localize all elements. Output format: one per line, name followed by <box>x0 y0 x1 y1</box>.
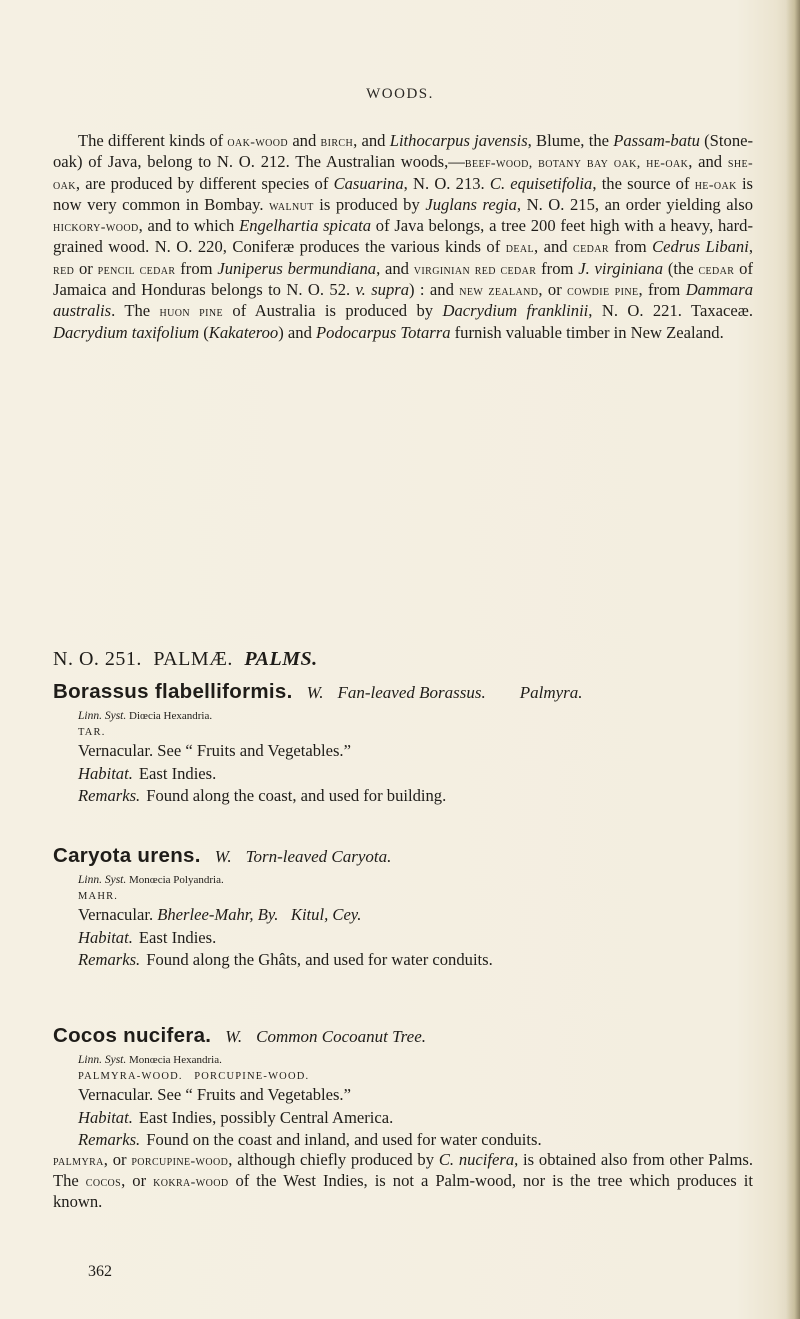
text-run: v. supra <box>355 280 410 300</box>
habitat-text: East Indies. <box>138 927 217 947</box>
text-run: Dacrydium franklinii <box>442 301 589 321</box>
text-run: , the source of <box>592 173 695 193</box>
text-run: beef-wood, botany bay oak, he-oak <box>464 156 689 172</box>
section-order-number: N. O. 251. <box>53 648 142 670</box>
text-run: , <box>748 237 753 257</box>
text-run: , and <box>533 237 573 257</box>
remarks-label: Remarks. <box>78 786 141 805</box>
text-run: kokra-wood <box>153 1174 229 1190</box>
text-run: Casuarina <box>333 173 404 193</box>
linnaean-system <box>78 1054 753 1066</box>
text-run: (the <box>663 258 699 278</box>
vernacular-line <box>78 741 753 761</box>
remarks-line <box>78 786 753 806</box>
text-run: cedar <box>698 262 735 278</box>
species-authority: W. <box>225 1027 243 1046</box>
species-entry <box>53 1024 753 1211</box>
species-name: Caryota urens. <box>53 844 201 867</box>
species-english-name: Torn-leaved Caryota. <box>245 847 392 866</box>
text-run: , or <box>121 1170 154 1190</box>
species-common-name: Palmyra. <box>519 683 583 702</box>
text-run: , or <box>538 280 568 300</box>
habitat-text: East Indies, possibly Central America. <box>138 1107 394 1127</box>
text-run: red <box>53 262 75 278</box>
text-run: , is obtained also from other Palms. The <box>53 1149 753 1190</box>
text-run: from <box>608 237 653 257</box>
text-run: from <box>536 258 579 278</box>
text-run: Podocarpus Totarra <box>316 322 451 342</box>
intro-paragraph <box>53 131 753 342</box>
page-edge-shadow <box>786 0 800 1319</box>
remarks-label: Remarks. <box>78 950 141 969</box>
text-run: birch <box>320 135 354 150</box>
text-run: Cedrus Libani <box>652 237 749 257</box>
trade-name: PALMYRA-WOOD. PORCUPINE-WOOD. <box>78 1071 310 1082</box>
text-run: of Jamaica and Honduras belongs to N. O. 52. <box>53 258 753 300</box>
remarks-continuation <box>53 1150 753 1212</box>
text-run: virginian red cedar <box>413 262 537 278</box>
text-run: cocos <box>85 1174 122 1190</box>
text-run: oak-wood <box>227 135 289 150</box>
linnaean-system <box>78 710 753 722</box>
text-run: (Stone-oak) of Java, belong to N. O. 212. The Australian woods,— <box>53 131 754 172</box>
habitat-label: Habitat. <box>78 927 133 947</box>
species-english-name: Fan-leaved Borassus. <box>337 683 486 702</box>
remarks-text: Found along the coast, and used for building. <box>146 786 447 805</box>
text-run: , N. O. 215, an order yielding also <box>516 194 754 214</box>
habitat-text: East Indies. <box>138 763 217 783</box>
species-name: Cocos nucifera. <box>53 1024 212 1047</box>
remarks-label: Remarks. <box>78 1130 141 1149</box>
text-run: he-oak <box>694 177 737 193</box>
text-run: is now very common in Bombay. <box>53 173 754 214</box>
text-run: , Blume, the <box>527 131 614 150</box>
text-run: huon pine <box>159 305 223 321</box>
text-run: Lithocarpus javensis <box>389 131 528 150</box>
vernacular-line <box>78 905 753 925</box>
trade-name: MAHR. <box>78 891 119 902</box>
text-run: Juglans regia <box>425 194 517 214</box>
text-run: Juniperus bermundiana <box>217 258 377 278</box>
text-run: ) : and <box>409 280 460 300</box>
running-header: WOODS. <box>366 86 434 102</box>
text-run: pencil cedar <box>97 262 176 278</box>
text-run: J. virginiana <box>578 258 664 278</box>
remarks-line <box>78 950 753 970</box>
text-run: or <box>74 258 98 278</box>
linn-value: Monœcia Polyandria. <box>129 874 224 886</box>
linn-label: Linn. Syst. <box>78 1054 127 1066</box>
remarks-text: Found along the Ghâts, and used for water conduits. <box>146 950 493 969</box>
species-name: Borassus flabelliformis. <box>53 680 293 703</box>
text-run: ( <box>199 322 209 342</box>
text-run: , N. O. 221. Taxaceæ. <box>588 301 753 321</box>
text-run: , from <box>638 280 686 300</box>
species-english-name: Common Cocoanut Tree. <box>256 1027 426 1046</box>
section-heading <box>53 648 318 671</box>
page-number: 362 <box>88 1263 112 1280</box>
text-run: , and to which <box>138 216 240 236</box>
habitat-label: Habitat. <box>78 763 133 783</box>
species-title-line <box>53 680 753 704</box>
species-authority: W. <box>306 683 324 702</box>
text-run: she-oak <box>53 156 754 193</box>
text-run: Passam-batu <box>613 131 700 150</box>
text-run: cowdie pine <box>567 284 639 300</box>
text-run: walnut <box>269 198 314 214</box>
habitat-label: Habitat. <box>78 1107 133 1127</box>
vernacular-text: See “ Fruits and Vegetables.” <box>157 741 351 760</box>
section-english-name: PALMS. <box>244 648 318 670</box>
text-run: of Java belongs, a tree 200 feet high with a heavy, hard-grained wood. N. O. 220, Coniferæ produces the various kinds of <box>53 216 753 257</box>
species-entry <box>53 680 753 806</box>
text-run: palmyra <box>53 1153 104 1169</box>
text-run: of the West Indies, is not a Palm-wood, nor is the tree which produces it known. <box>53 1170 753 1212</box>
text-run: ) and <box>278 322 317 342</box>
vernacular-label: Vernacular. <box>78 741 154 760</box>
species-title-line <box>53 1024 753 1048</box>
vernacular-label: Vernacular. <box>78 905 154 924</box>
text-run: , and <box>353 131 390 150</box>
text-run: Kakateroo <box>208 322 279 342</box>
linn-value: Monœcia Hexandria. <box>129 1054 222 1066</box>
text-run: Dacrydium taxifolium <box>53 322 200 342</box>
species-title-line <box>53 844 753 868</box>
section-latin-name: PALMÆ. <box>153 648 233 670</box>
text-run: furnish valuable timber in New Zealand. <box>450 322 724 342</box>
vernacular-text: See “ Fruits and Vegetables.” <box>157 1085 351 1104</box>
linn-label: Linn. Syst. <box>78 710 127 722</box>
species-entry <box>53 844 753 970</box>
text-run: C. nucifera <box>438 1149 515 1169</box>
habitat-line <box>78 764 753 784</box>
text-run: is produced by <box>313 194 426 214</box>
text-run: , are produced by different species of <box>75 173 334 193</box>
text-run: Engelhartia spicata <box>239 216 372 236</box>
text-run: and <box>288 131 321 150</box>
text-run: , and <box>376 258 414 278</box>
habitat-line <box>78 1108 753 1128</box>
text-run: , although chiefly produced by <box>228 1149 439 1169</box>
linn-label: Linn. Syst. <box>78 874 127 886</box>
linnaean-system <box>78 874 753 886</box>
text-run: C. equisetifolia <box>489 173 593 193</box>
text-run: hickory-wood <box>53 220 139 236</box>
linn-value: Diœcia Hexandria. <box>129 710 213 722</box>
species-authority: W. <box>214 847 232 866</box>
text-run: new zealand <box>459 284 539 300</box>
text-run: from <box>175 258 218 278</box>
text-run: Dammara australis <box>53 280 753 321</box>
vernacular-line <box>78 1085 753 1105</box>
trade-name: TAR. <box>78 727 106 738</box>
vernacular-text: Bherlee-Mahr, By. Kitul, Cey. <box>157 905 362 924</box>
text-run: . The <box>111 301 160 321</box>
text-run: , or <box>103 1149 132 1169</box>
text-run: The different kinds of <box>78 131 228 150</box>
vernacular-label: Vernacular. <box>78 1085 154 1104</box>
text-run: , N. O. 213. <box>403 173 490 193</box>
remarks-line <box>78 1130 753 1150</box>
text-run: , and <box>688 152 728 172</box>
text-run: porcupine-wood <box>131 1153 229 1169</box>
remarks-text: Found on the coast and inland, and used for water conduits. <box>146 1130 542 1149</box>
intro-text <box>53 131 753 342</box>
text-run: cedar <box>573 241 609 257</box>
text-run: of Australia is produced by <box>223 301 443 321</box>
habitat-line <box>78 928 753 948</box>
text-run: deal <box>505 241 534 257</box>
